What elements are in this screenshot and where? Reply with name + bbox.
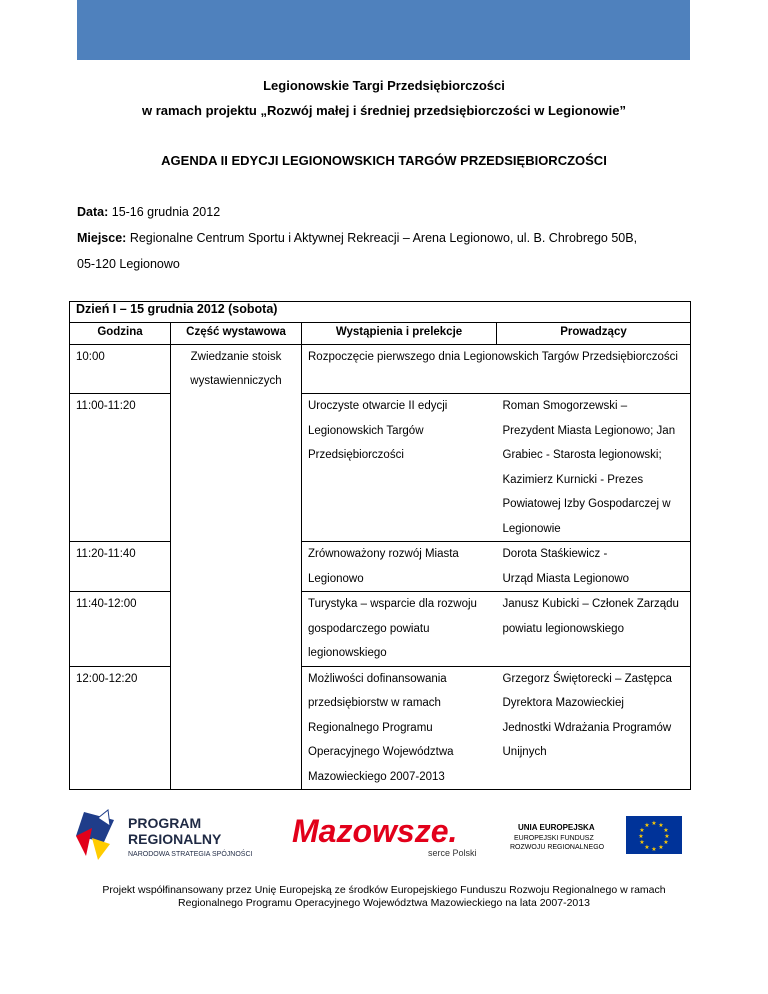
talk-cell <box>302 592 497 667</box>
host-cell <box>497 394 691 542</box>
svg-text:★: ★ <box>639 839 645 846</box>
eu-line1: UNIA EUROPEJSKA <box>518 823 595 832</box>
talk-line: przedsiębiorstw w ramach <box>308 697 441 709</box>
logos-svg <box>70 808 695 868</box>
expo-line: Zwiedzanie stoisk <box>190 351 282 363</box>
expo-line: wystawienniczych <box>190 375 282 387</box>
agenda-title: AGENDA II EDYCJI LEGIONOWSKICH TARGÓW PRZEDSIĘBIORCZOŚCI <box>161 153 607 168</box>
host-cell <box>497 592 691 667</box>
footer-line: Regionalnego Programu Operacyjnego Województwa Mazowieckiego na lata 2007-2013 <box>178 897 590 909</box>
sponsor-logos <box>70 808 695 868</box>
table-row <box>70 345 691 394</box>
svg-text:★: ★ <box>644 822 650 829</box>
talk-line: Uroczyste otwarcie II edycji <box>308 400 448 412</box>
svg-text:★: ★ <box>638 833 644 840</box>
program-line2: REGIONALNY <box>128 831 222 847</box>
date-value: 15-16 grudnia 2012 <box>108 205 221 219</box>
time-cell: 11:00-11:20 <box>70 394 171 542</box>
time-cell: 12:00-12:20 <box>70 666 171 790</box>
table-header-row <box>70 323 691 345</box>
host-line: Unijnych <box>502 746 547 758</box>
host-line: Grzegorz Świętorecki – Zastępca <box>502 672 672 685</box>
mazowsze-sub: serce Polski <box>428 848 477 858</box>
host-cell <box>497 666 691 790</box>
talk-line: Regionalnego Programu <box>308 721 433 734</box>
expo-cell <box>171 345 302 790</box>
talk-cell <box>302 666 497 790</box>
talk-line: Operacyjnego Województwa <box>308 746 454 758</box>
host-line: Powiatowej Izby Gospodarczej w <box>502 498 671 510</box>
host-line: Janusz Kubicki – Członek Zarządu <box>502 598 679 610</box>
date-label: Data: <box>77 205 109 219</box>
header-talks: Wystąpienia i prelekcje <box>302 323 497 345</box>
svg-text:★: ★ <box>651 846 657 853</box>
page-title: Legionowskie Targi Przedsiębiorczości <box>263 78 505 93</box>
svg-text:★: ★ <box>651 820 657 827</box>
talk-cell: Rozpoczęcie pierwszego dnia Legionowskich Targów Przedsiębiorczości <box>302 345 691 394</box>
host-line: Jednostki Wdrażania Programów <box>502 721 672 734</box>
host-line: Legionowie <box>502 522 561 535</box>
host-line: Dorota Staśkiewicz - <box>502 548 608 560</box>
time-cell: 11:40-12:00 <box>70 592 171 667</box>
place-label: Miejsce: <box>77 231 127 245</box>
talk-line: Legionowskich Targów <box>308 424 424 437</box>
talk-line: legionowskiego <box>308 647 387 659</box>
talk-line: gospodarczego powiatu <box>308 622 430 635</box>
host-line: Kazimierz Kurnicki - Prezes <box>502 473 644 486</box>
talk-line: Turystyka – wsparcie dla rozwoju <box>308 598 477 610</box>
mazowsze-logo <box>292 813 477 858</box>
header-expo: Część wystawowa <box>171 323 302 345</box>
host-cell <box>497 542 691 592</box>
svg-text:★: ★ <box>663 839 669 846</box>
svg-text:★: ★ <box>639 827 645 834</box>
table-row <box>70 592 691 667</box>
date-line <box>77 205 220 219</box>
table-row <box>70 542 691 592</box>
host-line: Grabiec - Starosta legionowski; <box>502 449 662 461</box>
place-line <box>77 231 637 245</box>
talk-line: Przedsiębiorczości <box>308 449 404 461</box>
program-regionalny-logo <box>76 810 253 860</box>
svg-text:★: ★ <box>663 827 669 834</box>
host-line: Prezydent Miasta Legionowo; Jan <box>502 424 676 437</box>
footer-note <box>0 884 768 910</box>
header-time: Godzina <box>70 323 171 345</box>
host-line: Roman Smogorzewski – <box>502 400 628 412</box>
header-color-bar <box>77 0 690 60</box>
table-row <box>70 394 691 542</box>
svg-text:★: ★ <box>658 844 664 851</box>
talk-line: Legionowo <box>308 572 364 585</box>
host-line: Urząd Miasta Legionowo <box>502 572 630 585</box>
talk-cell <box>302 394 497 542</box>
program-sub: NARODOWA STRATEGIA SPÓJNOŚCI <box>128 851 253 858</box>
place-line-2: 05-120 Legionowo <box>77 257 180 271</box>
header-host: Prowadzący <box>497 323 691 345</box>
place-value: Regionalne Centrum Sportu i Aktywnej Rekreacji – Arena Legionowo, ul. B. Chrobrego 50B, <box>126 231 638 245</box>
eu-line3: ROZWOJU REGIONALNEGO <box>510 844 605 851</box>
eu-logo <box>510 816 682 854</box>
day-title: Dzień I – 15 grudnia 2012 (sobota) <box>70 302 691 323</box>
svg-text:★: ★ <box>664 833 670 840</box>
talk-cell <box>302 542 497 592</box>
talk-line: Możliwości dofinansowania <box>308 672 447 685</box>
host-line: powiatu legionowskiego <box>502 622 624 635</box>
eu-line2: EUROPEJSKI FUNDUSZ <box>514 835 594 842</box>
svg-text:★: ★ <box>644 844 650 851</box>
svg-text:★: ★ <box>658 822 664 829</box>
footer-line: Projekt współfinansowany przez Unię Europejską ze środków Europejskiego Funduszu Rozwoju Regionalnego w ramach <box>102 884 666 896</box>
mazowsze-text: Mazowsze. <box>292 813 458 849</box>
time-cell: 10:00 <box>70 345 171 394</box>
agenda-table <box>69 301 691 790</box>
program-line1: PROGRAM <box>128 815 202 831</box>
time-cell: 11:20-11:40 <box>70 542 171 592</box>
day-title-row <box>70 302 691 323</box>
table-row <box>70 666 691 790</box>
talk-line: Zrównoważony rozwój Miasta <box>308 548 459 560</box>
talk-line: Mazowieckiego 2007-2013 <box>308 770 445 783</box>
page-subtitle: w ramach projektu „Rozwój małej i średniej przedsiębiorczości w Legionowie” <box>141 103 626 118</box>
host-line: Dyrektora Mazowieckiej <box>502 697 624 709</box>
